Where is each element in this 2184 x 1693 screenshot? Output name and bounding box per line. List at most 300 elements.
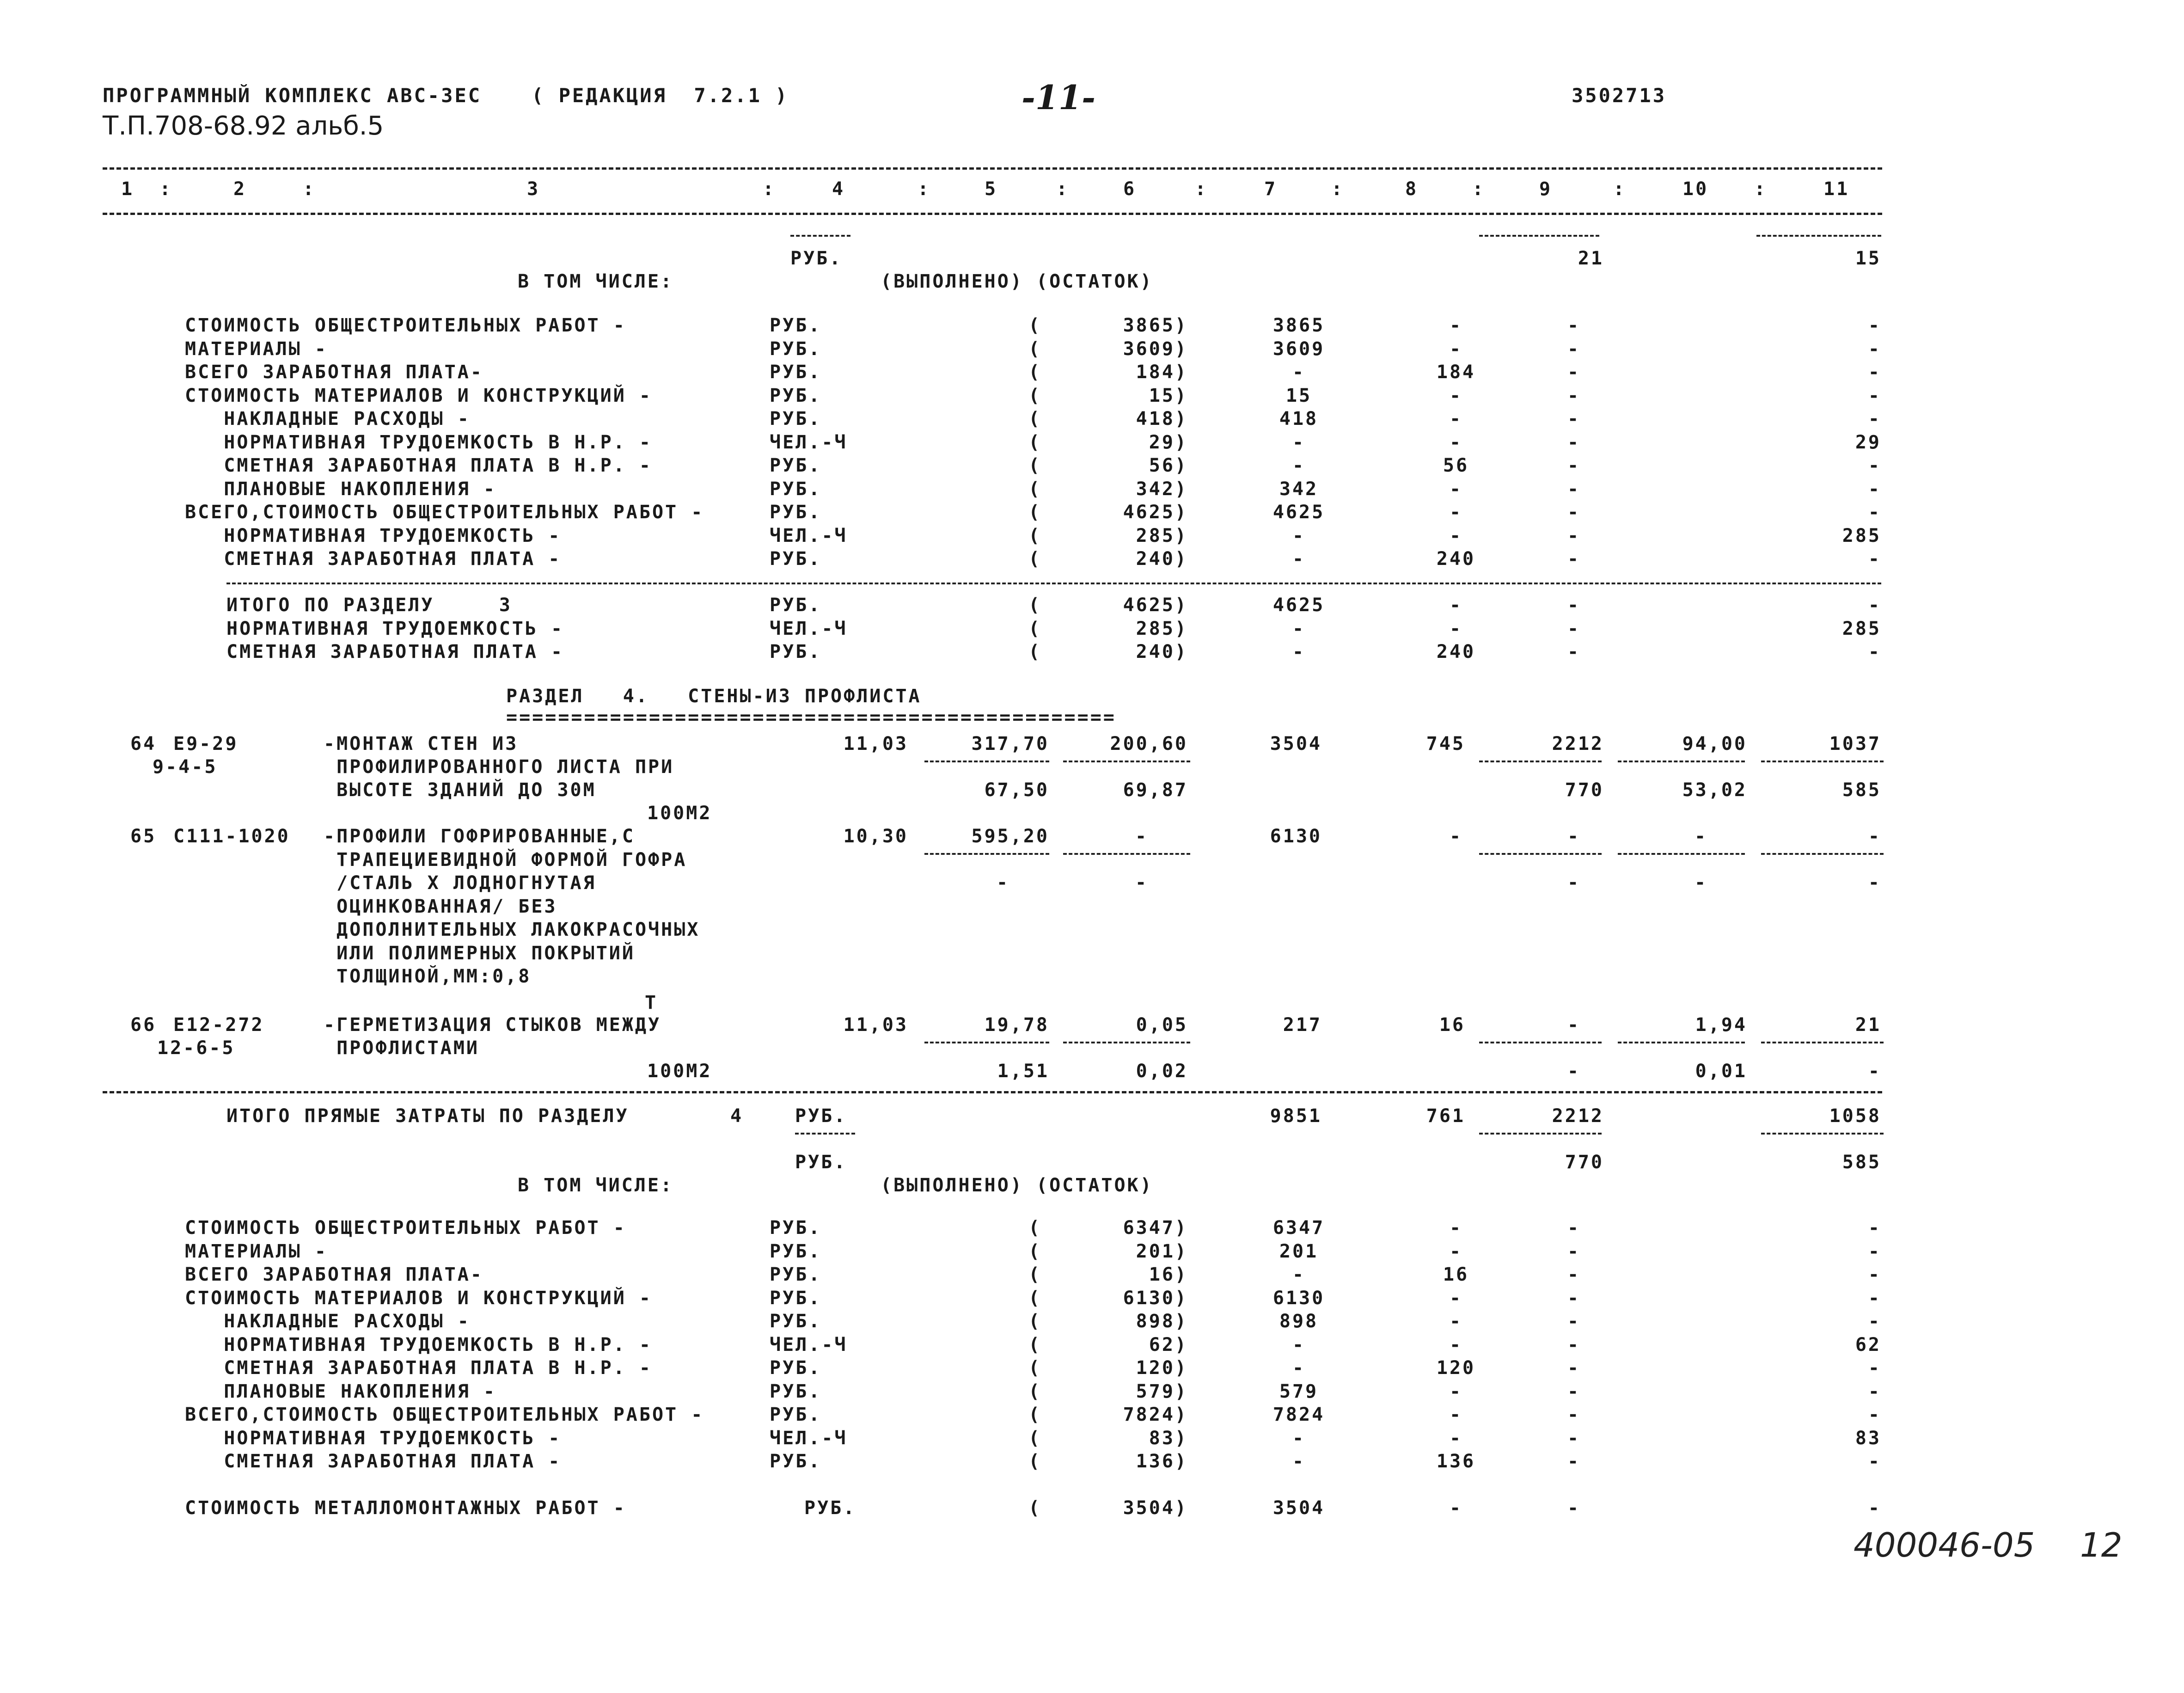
column-number: 11: [1823, 178, 1850, 200]
unit-label: ЧЕЛ.-Ч: [770, 525, 848, 546]
unit-label: РУБ.: [790, 248, 843, 269]
cell-value: -: [1567, 362, 1581, 383]
paren: (: [1028, 338, 1042, 360]
cell-value: 342): [1136, 478, 1188, 500]
column-separator: :: [1195, 178, 1208, 200]
item-description: ДОПОЛНИТЕЛЬНЫХ ЛАКОКРАСОЧНЫХ: [324, 919, 700, 940]
cell-value: 585: [1842, 1152, 1881, 1173]
paren: (: [1028, 1427, 1042, 1449]
paren: (: [1028, 385, 1042, 406]
column-separator: :: [1613, 178, 1627, 200]
cell-value: -: [1567, 315, 1581, 336]
cell-value: 56: [1443, 455, 1469, 476]
breakdown-label: НОРМАТИВНАЯ ТРУДОЕМКОСТЬ -: [185, 1427, 562, 1449]
cell-value: -: [1567, 455, 1581, 476]
underline-mark: [924, 853, 1049, 855]
breakdown-label: СТОИМОСТЬ МАТЕРИАЛОВ И КОНСТРУКЦИЙ -: [185, 1287, 652, 1309]
cell-value: -: [1449, 431, 1463, 453]
paren: (: [1028, 1451, 1042, 1472]
cell-value: -: [1292, 431, 1306, 453]
column-separator: :: [918, 178, 931, 200]
item-number: 64: [130, 733, 157, 754]
column-separator: :: [1472, 178, 1486, 200]
cell-value: 9851: [1270, 1105, 1322, 1127]
paren: (: [1028, 548, 1042, 570]
item-description: -ПРОФИЛИ ГОФРИРОВАННЫЕ,С: [324, 826, 635, 847]
cell-value: -: [1567, 1264, 1581, 1285]
item-description: ТОЛЩИНОЙ,ММ:0,8: [324, 966, 532, 987]
unit-label: РУБ.: [795, 1152, 847, 1173]
item-code: С111-1020: [173, 826, 290, 847]
underline-mark: [1618, 1042, 1745, 1043]
cell-value: -: [1449, 502, 1463, 523]
cell-value: 29: [1855, 431, 1881, 453]
column-number: 1: [121, 178, 135, 200]
cell-value: -: [1868, 1380, 1881, 1402]
program-name: ПРОГРАММНЫЙ КОМПЛЕКС АВС-3ЕС: [103, 84, 482, 107]
including-label: В ТОМ ЧИСЛЕ:: [518, 1175, 673, 1196]
cell-value: 418: [1279, 408, 1319, 429]
breakdown-label: ПЛАНОВЫЕ НАКОПЛЕНИЯ -: [185, 1380, 496, 1402]
cell-value: -: [1567, 408, 1581, 429]
unit-label: РУБ.: [770, 1357, 822, 1379]
item-code: Е12-272: [173, 1014, 264, 1036]
cell-value: -: [1868, 548, 1881, 570]
column-separator: :: [1331, 178, 1345, 200]
unit-label: РУБ.: [770, 1404, 822, 1425]
cell-value: 16: [1439, 1014, 1465, 1036]
cell-value: 285: [1842, 525, 1881, 546]
breakdown-label: МАТЕРИАЛЫ -: [185, 1240, 328, 1262]
cell-value: 136: [1436, 1451, 1476, 1472]
paren: (: [1028, 1357, 1042, 1379]
cell-value: 579): [1136, 1380, 1188, 1402]
breakdown-label: ВСЕГО,СТОИМОСТЬ ОБЩЕСТРОИТЕЛЬНЫХ РАБОТ -: [185, 1404, 704, 1425]
unit-label: РУБ.: [804, 1497, 856, 1519]
cell-value: 19,78: [984, 1014, 1049, 1036]
breakdown-label: СМЕТНАЯ ЗАРАБОТНАЯ ПЛАТА В Н.Р. -: [185, 455, 652, 476]
unit-label: РУБ.: [770, 1264, 822, 1285]
cell-value: -: [1292, 1357, 1306, 1379]
underline-mark: [1761, 761, 1884, 762]
cell-value: 898): [1136, 1311, 1188, 1332]
cell-value: -: [1567, 641, 1581, 662]
edition: ( РЕДАКЦИЯ 7.2.1 ): [532, 84, 789, 107]
cell-value: -: [1292, 1451, 1306, 1472]
paren: (: [1028, 525, 1042, 546]
cell-value: -: [1868, 872, 1881, 893]
cell-value: 3865: [1272, 315, 1325, 336]
cell-value: 217: [1283, 1014, 1322, 1036]
underline-mark: [924, 1042, 1049, 1043]
column-number: 8: [1405, 178, 1419, 200]
paren: (: [1028, 431, 1042, 453]
cell-value: -: [1868, 1357, 1881, 1379]
column-separator: :: [1056, 178, 1070, 200]
cell-value: -: [1567, 1497, 1581, 1519]
document-code: 3502713: [1572, 84, 1667, 107]
cell-value: 15: [1855, 248, 1881, 269]
cell-value: 4625): [1123, 595, 1188, 616]
breakdown-label: СТОИМОСТЬ МАТЕРИАЛОВ И КОНСТРУКЦИЙ -: [185, 385, 652, 406]
cell-value: -: [1449, 1240, 1463, 1262]
breakdown-label: НОРМАТИВНАЯ ТРУДОЕМКОСТЬ В Н.Р. -: [185, 431, 652, 453]
cell-value: -: [1868, 362, 1881, 383]
underline-mark: [1761, 853, 1884, 855]
cell-value: -: [1567, 478, 1581, 500]
column-number: 4: [832, 178, 845, 200]
breakdown-label: НАКЛАДНЫЕ РАСХОДЫ -: [185, 1311, 471, 1332]
unit-label: РУБ.: [770, 408, 822, 429]
paren: (: [1028, 595, 1042, 616]
cell-value: -: [1567, 338, 1581, 360]
column-number: 10: [1682, 178, 1709, 200]
cell-value: -: [1135, 872, 1149, 893]
unit-label: РУБ.: [770, 1287, 822, 1309]
cell-value: -: [1567, 826, 1581, 847]
cell-value: -: [1868, 826, 1881, 847]
item-unit: Т: [645, 992, 658, 1013]
cell-value: -: [1567, 502, 1581, 523]
paren: (: [1028, 502, 1042, 523]
cell-value: -: [1868, 641, 1881, 662]
cell-value: -: [1449, 338, 1463, 360]
item-description: ИЛИ ПОЛИМЕРНЫХ ПОКРЫТИЙ: [324, 942, 635, 964]
underline-mark: [1063, 853, 1190, 855]
cell-value: 21: [1855, 1014, 1881, 1036]
cell-value: -: [1868, 1404, 1881, 1425]
underline-mark: [1761, 1042, 1884, 1043]
cell-value: 0,05: [1136, 1014, 1188, 1036]
unit-label: РУБ.: [795, 1105, 847, 1127]
paren: (: [1028, 1334, 1042, 1356]
unit-label: РУБ.: [770, 1380, 822, 1402]
item-code: Е9-29: [173, 733, 239, 754]
cell-value: -: [1868, 408, 1881, 429]
cell-value: -: [1868, 1240, 1881, 1262]
cell-value: 53,02: [1682, 779, 1747, 801]
cell-value: -: [1449, 1404, 1463, 1425]
cell-value: -: [1292, 641, 1306, 662]
cell-value: -: [1567, 1357, 1581, 1379]
cell-value: 69,87: [1123, 779, 1188, 801]
cell-value: -: [1567, 1451, 1581, 1472]
column-separator: :: [303, 178, 316, 200]
unit-label: РУБ.: [770, 548, 822, 570]
cell-value: -: [1567, 1217, 1581, 1239]
breakdown-label: СТОИМОСТЬ ОБЩЕСТРОИТЕЛЬНЫХ РАБОТ -: [185, 315, 626, 336]
cell-value: -: [1868, 1264, 1881, 1285]
item-description: ПРОФИЛИРОВАННОГО ЛИСТА ПРИ: [324, 756, 674, 778]
cell-value: -: [1868, 595, 1881, 616]
paren: (: [1028, 1311, 1042, 1332]
cell-value: 4625: [1272, 502, 1325, 523]
cell-value: -: [1292, 618, 1306, 639]
underline-mark: [1761, 1133, 1884, 1135]
cell-value: 2212: [1552, 733, 1604, 754]
cell-value: 240): [1136, 641, 1188, 662]
cell-value: 201: [1279, 1240, 1319, 1262]
cell-value: 6130): [1123, 1287, 1188, 1309]
cell-value: 3504: [1270, 733, 1322, 754]
cell-value: 285): [1136, 618, 1188, 639]
column-number: 6: [1123, 178, 1137, 200]
cell-value: -: [1567, 431, 1581, 453]
underline-mark: [1479, 853, 1602, 855]
document-number: 400046-05: [1854, 1526, 2035, 1564]
breakdown-label: ИТОГО ПО РАЗДЕЛУ 3: [226, 595, 512, 616]
unit-label: ЧЕЛ.-Ч: [770, 1427, 848, 1449]
unit-label: РУБ.: [770, 362, 822, 383]
cell-value: -: [1449, 595, 1463, 616]
breakdown-label: ВСЕГО ЗАРАБОТНАЯ ПЛАТА-: [185, 1264, 483, 1285]
unit-label: РУБ.: [770, 595, 822, 616]
cell-value: 745: [1426, 733, 1465, 754]
cell-value: -: [1449, 1427, 1463, 1449]
including-label: В ТОМ ЧИСЛЕ:: [518, 271, 673, 292]
cell-value: -: [1449, 618, 1463, 639]
cell-value: 15: [1285, 385, 1312, 406]
breakdown-label: НОРМАТИВНАЯ ТРУДОЕМКОСТЬ -: [185, 525, 562, 546]
cell-value: -: [1449, 478, 1463, 500]
cell-value: 6347: [1272, 1217, 1325, 1239]
breakdown-label: СМЕТНАЯ ЗАРАБОТНАЯ ПЛАТА В Н.Р. -: [185, 1357, 652, 1379]
unit-label: РУБ.: [770, 1311, 822, 1332]
cell-value: 120): [1136, 1357, 1188, 1379]
unit-label: РУБ.: [770, 478, 822, 500]
cell-value: -: [1868, 1287, 1881, 1309]
cell-value: -: [1567, 1404, 1581, 1425]
cell-value: -: [1567, 1334, 1581, 1356]
unit-label: ЧЕЛ.-Ч: [770, 618, 848, 639]
unit-label: ЧЕЛ.-Ч: [770, 1334, 848, 1356]
project-subtitle: Т.П.708-68.92 альб.5: [103, 111, 384, 141]
cell-value: 56): [1149, 455, 1188, 476]
underline-mark: [1479, 1042, 1602, 1043]
underline-mark: [1063, 1042, 1190, 1043]
underline-mark: [1479, 1133, 1602, 1135]
cell-value: -: [1449, 315, 1463, 336]
column-number: 5: [985, 178, 998, 200]
cell-value: 3609): [1123, 338, 1188, 360]
underline-mark: [1063, 761, 1190, 762]
paren: (: [1028, 1240, 1042, 1262]
breakdown-label: СТОИМОСТЬ ОБЩЕСТРОИТЕЛЬНЫХ РАБОТ -: [185, 1217, 626, 1239]
cell-value: 579: [1279, 1380, 1319, 1402]
cell-value: -: [1567, 1427, 1581, 1449]
done-rest-label: (ВЫПОЛНЕНО) (ОСТАТОК): [881, 271, 1153, 292]
separator-rule: [226, 583, 1881, 584]
breakdown-label: МАТЕРИАЛЫ -: [185, 338, 328, 360]
sheet-number: 12: [2080, 1526, 2123, 1564]
cell-value: -: [1292, 1264, 1306, 1285]
cell-value: 285): [1136, 525, 1188, 546]
cell-value: 29): [1149, 431, 1188, 453]
cell-value: 3865): [1123, 315, 1188, 336]
breakdown-label: ВСЕГО ЗАРАБОТНАЯ ПЛАТА-: [185, 362, 483, 383]
cell-value: -: [1868, 455, 1881, 476]
underline-mark: [790, 235, 850, 237]
paren: (: [1028, 1264, 1042, 1285]
cell-value: -: [1449, 385, 1463, 406]
cell-value: -: [1868, 1061, 1881, 1082]
cell-value: 6347): [1123, 1217, 1188, 1239]
cell-value: -: [1567, 385, 1581, 406]
unit-label: РУБ.: [770, 315, 822, 336]
column-separator: :: [763, 178, 776, 200]
cell-value: -: [1135, 826, 1149, 847]
cell-value: 1058: [1829, 1105, 1881, 1127]
cell-value: 770: [1565, 779, 1604, 801]
section-underline: ===============================================: [506, 707, 1116, 728]
cell-value: 15): [1149, 385, 1188, 406]
cell-value: 11,03: [843, 733, 908, 754]
cell-value: 240: [1436, 641, 1476, 662]
cell-value: -: [1449, 1287, 1463, 1309]
column-separator: :: [1754, 178, 1768, 200]
item-description: ОЦИНКОВАННАЯ/ БЕЗ: [324, 896, 557, 917]
paren: (: [1028, 1497, 1042, 1519]
cell-value: -: [1694, 826, 1708, 847]
cell-value: -: [1567, 525, 1581, 546]
item-number: 66: [130, 1014, 157, 1036]
cell-value: -: [1868, 1217, 1881, 1239]
unit-label: РУБ.: [770, 385, 822, 406]
breakdown-label: НАКЛАДНЫЕ РАСХОДЫ -: [185, 408, 471, 429]
cell-value: 16: [1443, 1264, 1469, 1285]
cell-value: 16): [1149, 1264, 1188, 1285]
cell-value: 1037: [1829, 733, 1881, 754]
cell-value: -: [1292, 1427, 1306, 1449]
cell-value: 317,70: [971, 733, 1049, 754]
paren: (: [1028, 641, 1042, 662]
cell-value: -: [1449, 1380, 1463, 1402]
breakdown-label: СМЕТНАЯ ЗАРАБОТНАЯ ПЛАТА -: [226, 641, 564, 662]
breakdown-label: НОРМАТИВНАЯ ТРУДОЕМКОСТЬ -: [226, 618, 564, 639]
cell-value: 11,03: [843, 1014, 908, 1036]
cell-value: -: [1449, 408, 1463, 429]
item-unit: 100М2: [647, 1061, 712, 1082]
unit-label: ЧЕЛ.-Ч: [770, 431, 848, 453]
cell-value: 62: [1855, 1334, 1881, 1356]
total-section: 4: [730, 1105, 744, 1127]
cell-value: 3504: [1272, 1497, 1325, 1519]
breakdown-label: СМЕТНАЯ ЗАРАБОТНАЯ ПЛАТА -: [185, 548, 562, 570]
cell-value: -: [1449, 1497, 1463, 1519]
cell-value: 6130: [1270, 826, 1322, 847]
cell-value: -: [1449, 525, 1463, 546]
breakdown-label: СТОИМОСТЬ МЕТАЛЛОМОНТАЖНЫХ РАБОТ -: [185, 1497, 626, 1519]
paren: (: [1028, 455, 1042, 476]
cell-value: 342: [1279, 478, 1319, 500]
cell-value: 898: [1279, 1311, 1319, 1332]
cell-value: -: [1292, 548, 1306, 570]
unit-label: РУБ.: [770, 1451, 822, 1472]
cell-value: 770: [1565, 1152, 1604, 1173]
cell-value: -: [1292, 455, 1306, 476]
cell-value: -: [1868, 1497, 1881, 1519]
paren: (: [1028, 362, 1042, 383]
underline-mark: [1618, 761, 1745, 762]
breakdown-label: ВСЕГО,СТОИМОСТЬ ОБЩЕСТРОИТЕЛЬНЫХ РАБОТ -: [185, 502, 704, 523]
cell-value: 184: [1436, 362, 1476, 383]
cell-value: -: [1868, 385, 1881, 406]
column-number: 7: [1264, 178, 1278, 200]
cell-value: 1,94: [1695, 1014, 1747, 1036]
cell-value: 2212: [1552, 1105, 1604, 1127]
cell-value: 94,00: [1682, 733, 1747, 754]
underline-mark: [924, 761, 1049, 762]
cell-value: -: [1449, 1217, 1463, 1239]
cell-value: 10,30: [843, 826, 908, 847]
paren: (: [1028, 408, 1042, 429]
cell-value: 200,60: [1110, 733, 1188, 754]
cell-value: 0,02: [1136, 1061, 1188, 1082]
breakdown-label: ПЛАНОВЫЕ НАКОПЛЕНИЯ -: [185, 478, 496, 500]
item-description: ВЫСОТЕ ЗДАНИЙ ДО 30М: [324, 779, 596, 801]
unit-label: РУБ.: [770, 1240, 822, 1262]
column-separator: :: [159, 178, 173, 200]
cell-value: 7824: [1272, 1404, 1325, 1425]
cell-value: 761: [1426, 1105, 1465, 1127]
paren: (: [1028, 1287, 1042, 1309]
breakdown-label: СМЕТНАЯ ЗАРАБОТНАЯ ПЛАТА -: [185, 1451, 562, 1472]
cell-value: -: [1567, 1061, 1581, 1082]
cell-value: 21: [1578, 248, 1604, 269]
separator-rule: [103, 1091, 1882, 1093]
cell-value: 7824): [1123, 1404, 1188, 1425]
item-code-2: 12-6-5: [157, 1037, 235, 1059]
item-unit: 100М2: [647, 803, 712, 824]
cell-value: 201): [1136, 1240, 1188, 1262]
item-description: ПРОФЛИСТАМИ: [324, 1037, 479, 1059]
item-description: -ГЕРМЕТИЗАЦИЯ СТЫКОВ МЕЖДУ: [324, 1014, 661, 1036]
cell-value: -: [1868, 338, 1881, 360]
underline-mark: [795, 1133, 855, 1135]
cell-value: 0,01: [1695, 1061, 1747, 1082]
cell-value: -: [1868, 1451, 1881, 1472]
column-number: 9: [1539, 178, 1553, 200]
cell-value: -: [1567, 1014, 1581, 1036]
cell-value: -: [1567, 548, 1581, 570]
cell-value: 83: [1855, 1427, 1881, 1449]
cell-value: 4625: [1272, 595, 1325, 616]
paren: (: [1028, 1217, 1042, 1239]
cell-value: -: [1567, 1380, 1581, 1402]
cell-value: -: [1567, 618, 1581, 639]
unit-label: РУБ.: [770, 338, 822, 360]
column-number: 2: [233, 178, 247, 200]
cell-value: 240): [1136, 548, 1188, 570]
cell-value: 3504): [1123, 1497, 1188, 1519]
underline-mark: [1618, 853, 1745, 855]
underline-mark: [1479, 761, 1602, 762]
item-code-2: 9-4-5: [153, 756, 218, 778]
cell-value: -: [1449, 1311, 1463, 1332]
cell-value: 240: [1436, 548, 1476, 570]
cell-value: -: [1567, 595, 1581, 616]
cell-value: -: [1868, 1311, 1881, 1332]
cell-value: 67,50: [984, 779, 1049, 801]
item-description: /СТАЛЬ Х ЛОДНОГНУТАЯ: [324, 872, 596, 894]
cell-value: -: [1292, 362, 1306, 383]
cell-value: -: [1449, 826, 1463, 847]
underline-mark: [1756, 235, 1881, 237]
paren: (: [1028, 1380, 1042, 1402]
total-label: ИТОГО ПРЯМЫЕ ЗАТРАТЫ ПО РАЗДЕЛУ: [226, 1105, 629, 1127]
cell-value: 136): [1136, 1451, 1188, 1472]
cell-value: -: [1567, 1240, 1581, 1262]
